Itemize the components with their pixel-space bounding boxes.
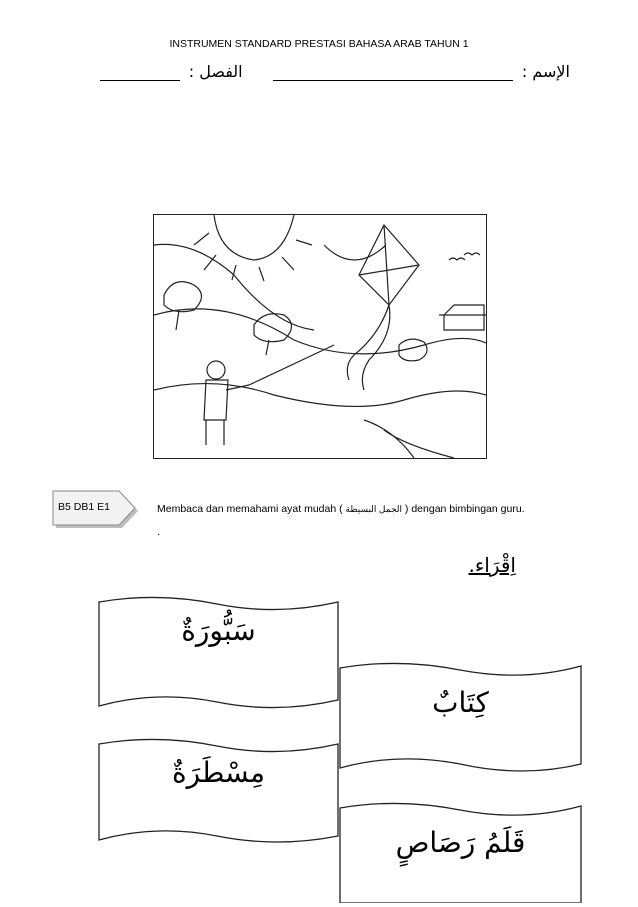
instruction-dot: . bbox=[157, 527, 161, 538]
word-card-4 bbox=[338, 800, 583, 903]
read-heading: اِقْرَاء. bbox=[468, 553, 516, 577]
birds-icon bbox=[449, 253, 480, 260]
name-class-line bbox=[110, 62, 570, 90]
standard-code-tag bbox=[52, 490, 142, 536]
word-4: قَلَمُ رَصَاصٍ bbox=[395, 826, 526, 859]
kite-scene-picture bbox=[153, 214, 487, 459]
name-label: الإسم : bbox=[521, 62, 570, 81]
sun-icon bbox=[194, 215, 312, 281]
word-3: مِسْطَرَةٌ bbox=[171, 756, 266, 789]
page-header-title: INSTRUMEN STANDARD PRESTASI BAHASA ARAB TAHUN 1 bbox=[169, 38, 469, 50]
word-2: كِتَابٌ bbox=[432, 686, 489, 719]
word-1: سَبُّورَةٌ bbox=[181, 614, 256, 647]
child-icon bbox=[204, 345, 334, 445]
class-label: الفصل : bbox=[188, 62, 243, 81]
house-icon bbox=[439, 305, 486, 330]
instruction-text bbox=[157, 503, 525, 515]
word-card-1 bbox=[97, 596, 340, 716]
word-card-2 bbox=[338, 660, 583, 778]
kite-icon bbox=[347, 225, 419, 390]
instruction-suffix: ) dengan bimbingan guru. bbox=[404, 503, 525, 515]
standard-code: B5 DB1 E1 bbox=[58, 501, 110, 513]
instruction-arabic: الجمل البسيطة bbox=[345, 504, 402, 514]
name-field[interactable] bbox=[273, 66, 513, 81]
tree-icon bbox=[164, 282, 427, 361]
class-field[interactable] bbox=[100, 66, 180, 81]
word-card-3 bbox=[97, 738, 340, 850]
instruction-prefix: Membaca dan memahami ayat mudah ( bbox=[157, 503, 343, 515]
